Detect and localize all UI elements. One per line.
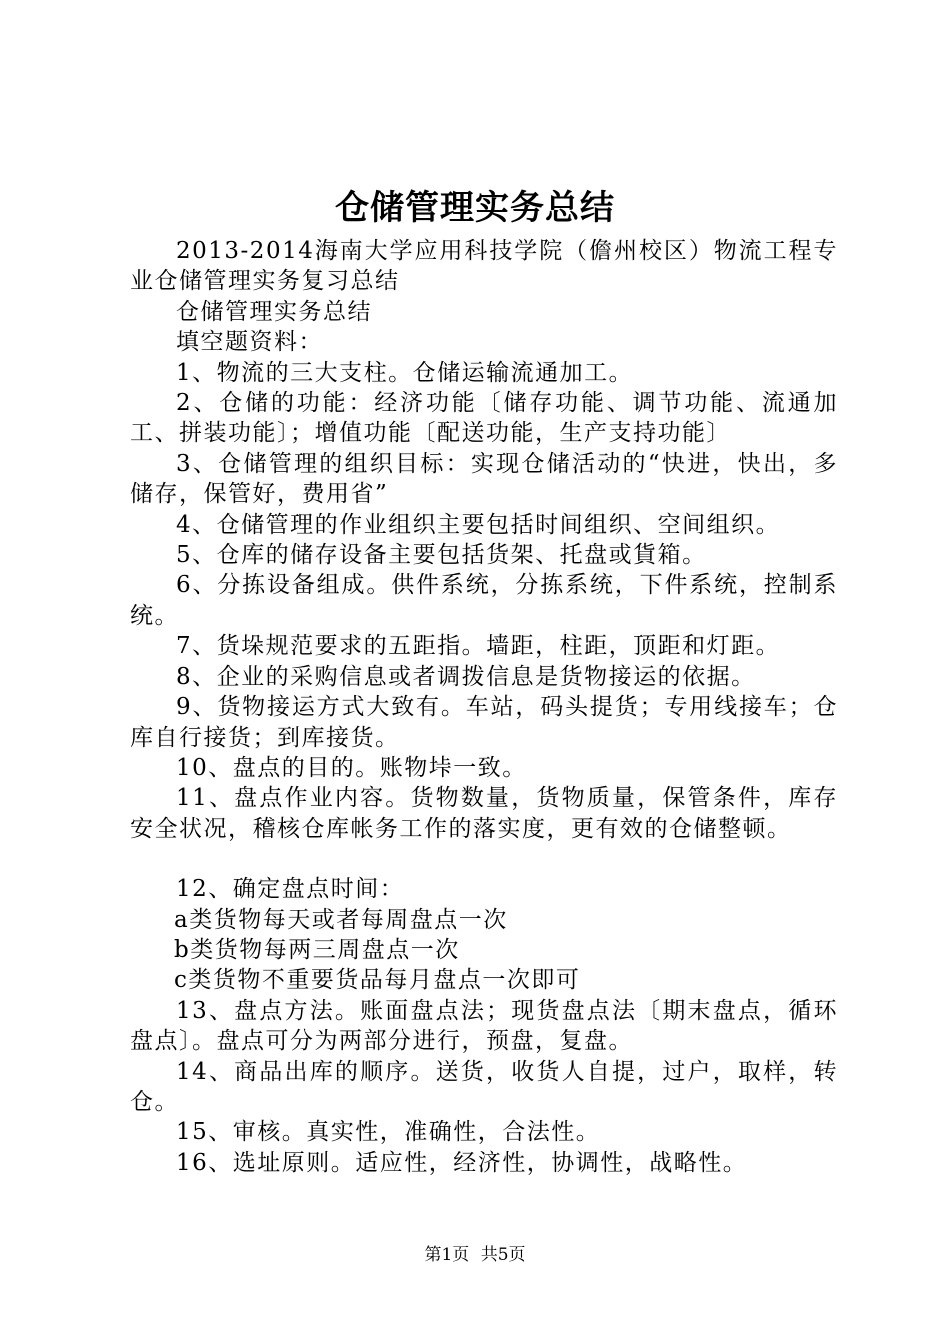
list-item: 6、分拣设备组成。供件系统，分拣系统，下件系统，控制系统。 — [130, 572, 838, 629]
list-item: 11、盘点作业内容。货物数量，货物质量，保管条件，库存安全状况，稽核仓库帐务工作的落实度，更有效的仓储整顿。 — [130, 785, 838, 842]
list-item: 4、仓储管理的作业组织主要包括时间组织、空间组织。 — [176, 511, 781, 538]
list-item: 3、仓储管理的组织目标：实现仓储活动的“快进，快出，多储存，保管好，费用省” — [130, 450, 838, 508]
list-item: 10、盘点的目的。账物垰一致。 — [176, 754, 527, 781]
paragraph-intro: 2013-2014海南大学应用科技学院（儋州校区）物流工程专业仓储管理实务复习总结 — [130, 238, 838, 295]
list-item: 8、企业的采购信息或者调拨信息是货物接运的依据。 — [176, 663, 756, 690]
list-item: 5、仓库的储存设备主要包括货架、托盘或貨箱。 — [176, 542, 707, 569]
page-footer — [0, 1243, 950, 1267]
page-total: 共5页 — [480, 1245, 526, 1265]
document-title: 仓储管理实务总结 — [335, 188, 615, 228]
list-item: 12、确定盘点时间： — [176, 876, 405, 903]
list-item: 14、商品出库的顺序。送货，收货人自提，过户，取样，转仓。 — [130, 1058, 838, 1115]
list-item: 9、货物接运方式大致有。车站，码头提货；专用线接车；仓库自行接货；到库接货。 — [130, 694, 838, 751]
page-number: 第1页 — [424, 1245, 470, 1265]
list-item: 2、仓储的功能：经济功能〔储存功能、调节功能、流通加工、拼装功能〕；增值功能〔配送功能，生产支持功能〕 — [130, 390, 838, 447]
list-item: 1、物流的三大支柱。仓储运输流通加工。 — [176, 359, 634, 386]
paragraph-section-heading: 填空题资料： — [176, 329, 323, 356]
list-item: 7、货垛规范要求的五距指。墙距，柱距，顶距和灯距。 — [176, 633, 781, 660]
sub-list-item: a类货物每天或者每周盘点一次 — [174, 906, 508, 933]
sub-list-item: c类货物不重要货品每月盘点一次即可 — [174, 967, 581, 994]
paragraph-subtitle: 仓储管理实务总结 — [176, 298, 372, 325]
list-item: 13、盘点方法。账面盘点法；现货盘点法〔期末盘点，循环盘点〕。盘点可分为两部分进行，预盘，复盘。 — [130, 997, 838, 1055]
list-item: 16、选址原则。适应性，经济性，协调性，战略性。 — [176, 1149, 748, 1176]
document-body — [130, 236, 838, 1178]
sub-list-item: b类货物每两三周盘点一次 — [174, 936, 460, 963]
list-item: 15、审核。真实性，准确性，合法性。 — [176, 1119, 601, 1146]
